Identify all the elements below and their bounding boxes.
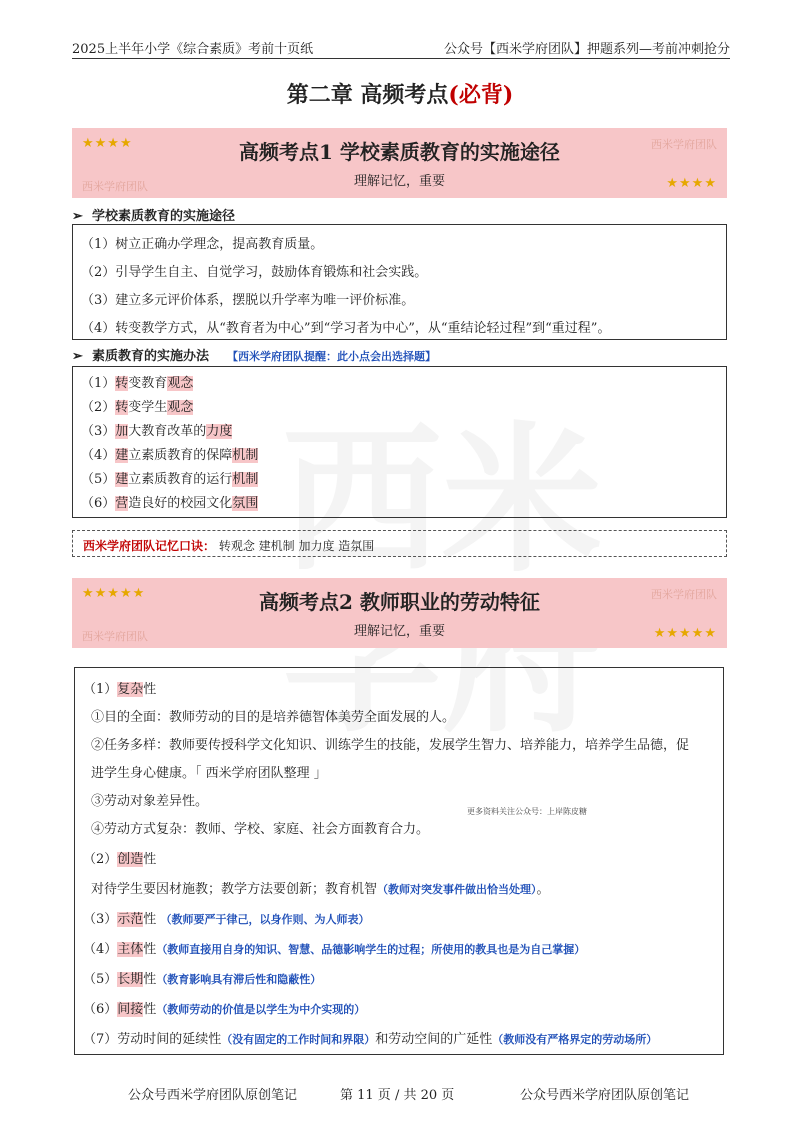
feature-heading: （5）长期性（教育影响具有滞后性和隐蔽性） — [83, 972, 322, 987]
banner-watermark: 西米学府团队 — [82, 630, 148, 643]
list-item: （3）建立多元评价体系，摆脱以升学率为唯一评价标准。 — [81, 293, 415, 308]
list-item: （6）营造良好的校园文化氛围 — [81, 496, 259, 511]
footer-right: 公众号西米学府团队原创笔记 — [520, 1088, 690, 1103]
star-rating-icon: ★★★★★ — [653, 626, 717, 641]
chapter-title — [0, 78, 800, 109]
feature-detail: ③劳动对象差异性。 — [91, 794, 209, 809]
promo-note: 更多资料关注公众号：上岸陈皮糖 — [467, 807, 587, 816]
section-heading: ➢ 素质教育的实施办法 【西米学府团队提醒：此小点会出选择题】 — [72, 349, 437, 364]
header-divider — [72, 58, 730, 59]
feature-detail: ②任务多样：教师要传授科学文化知识、训练学生的技能，发展学生智力、培养能力，培养学生品德，促 — [91, 738, 690, 753]
implementation-methods-box — [72, 366, 727, 518]
header-right: 公众号【西米学府团队】押题系列—考前冲刺抢分 — [443, 42, 730, 57]
chapter-emphasis: (必背) — [448, 82, 514, 108]
feature-heading: （1）复杂性 — [83, 682, 157, 697]
point1-banner — [72, 128, 727, 198]
header-left: 2025上半年小学《综合素质》考前十页纸 — [72, 42, 314, 57]
point2-banner — [72, 578, 727, 648]
point2-title: 高频考点2 教师职业的劳动特征 — [259, 590, 540, 614]
list-item: （4）建立素质教育的保障机制 — [81, 448, 259, 463]
list-item: （3）加大教育改革的力度 — [81, 424, 233, 439]
feature-detail: 进学生身心健康。「 西米学府团队整理 」 — [91, 766, 327, 781]
feature-detail: ④劳动方式复杂：教师、学校、家庭、社会方面教育合力。 — [91, 822, 430, 837]
page-number: 第 11 页 / 共 20 页 — [340, 1088, 455, 1103]
feature-detail: ①目的全面：教师劳动的目的是培养德智体美劳全面发展的人。 — [91, 710, 456, 725]
section-heading: ➢ 学校素质教育的实施途径 — [72, 209, 236, 224]
star-rating-icon: ★★★★ — [666, 176, 717, 191]
feature-heading: （2）创造性 — [83, 852, 157, 867]
list-item: （4）转变教学方式，从“教育者为中心”到“学习者为中心”，从“重结论轻过程”到“重过程”。 — [81, 321, 611, 336]
list-item: （2）转变学生观念 — [81, 400, 194, 415]
point1-subtitle: 理解记忆，重要 — [353, 174, 445, 189]
feature-heading: （4）主体性（教师直接用自身的知识、智慧、品德影响学生的过程；所使用的教具也是为自己掌握） — [83, 942, 586, 957]
implementation-paths-box — [72, 224, 727, 340]
banner-watermark: 西米学府团队 — [82, 180, 148, 193]
list-item: （1）转变教育观念 — [81, 376, 194, 391]
mnemonic-box — [72, 530, 727, 557]
list-item: （5）建立素质教育的运行机制 — [81, 472, 259, 487]
mnemonic-text: 转观念 建机制 加力度 造氛围 — [218, 539, 375, 553]
star-rating-icon: ★★★★★ — [82, 586, 146, 601]
feature-heading: （7）劳动时间的延续性（没有固定的工作时间和界限）和劳动空间的广延性（教师没有严格界定的劳动场所） — [83, 1032, 658, 1047]
feature-detail: 对待学生要因材施教；教学方法要创新；教育机智（教师对突发事件做出恰当处理）。 — [91, 882, 550, 897]
banner-watermark: 西米学府团队 — [651, 138, 717, 151]
mnemonic-label: 西米学府团队记忆口诀： — [83, 539, 216, 553]
point1-title: 高频考点1 学校素质教育的实施途径 — [239, 140, 560, 164]
point2-subtitle: 理解记忆，重要 — [353, 624, 445, 639]
list-item: （2）引导学生自主、自觉学习，鼓励体育锻炼和社会实践。 — [81, 265, 428, 280]
feature-heading: （6）间接性（教师劳动的价值是以学生为中介实现的） — [83, 1002, 366, 1017]
footer-left: 公众号西米学府团队原创笔记 — [128, 1088, 298, 1103]
labor-features-box — [74, 667, 724, 1055]
star-rating-icon: ★★★★ — [82, 136, 133, 151]
feature-heading: （3）示范性 （教师要严于律己，以身作则、为人师表） — [83, 912, 370, 927]
list-item: （1）树立正确办学理念，提高教育质量。 — [81, 237, 324, 252]
chapter-main: 第二章 高频考点 — [286, 82, 449, 108]
exam-tip: 【西米学府团队提醒：此小点会出选择题】 — [227, 350, 437, 363]
arrow-bullet-icon: ➢ — [72, 349, 83, 364]
arrow-bullet-icon: ➢ — [72, 209, 83, 224]
banner-watermark: 西米学府团队 — [651, 588, 717, 601]
